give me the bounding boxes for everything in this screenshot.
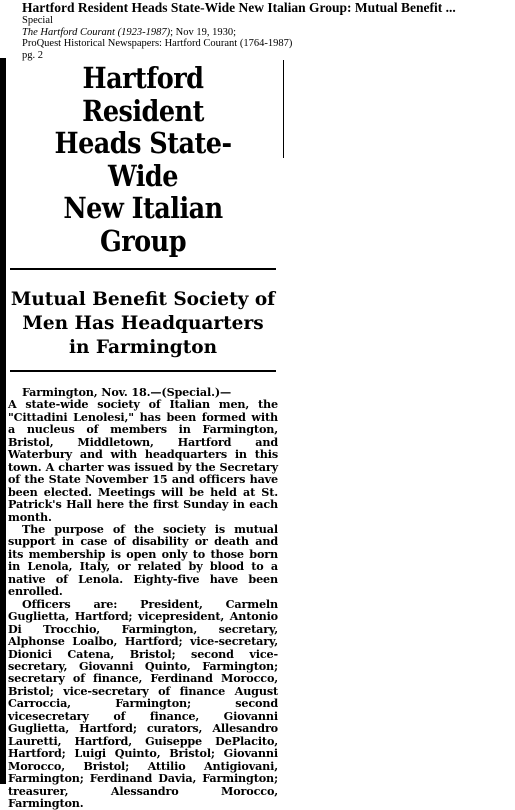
newspaper-clipping (8, 58, 278, 809)
citation-database: ProQuest Historical Newspapers: Hartford Courant (1764-1987) (22, 38, 293, 49)
headline-rule (10, 268, 276, 270)
headline-line-1: Hartford Resident (82, 61, 204, 128)
citation-title[interactable]: Hartford Resident Heads State-Wide New Italian Group: Mutual Benefit ... (22, 0, 456, 15)
article-body (8, 386, 278, 809)
column-rule (283, 60, 284, 158)
citation-header (22, 0, 512, 61)
subhead-rule (10, 370, 276, 372)
paragraph-2: The purpose of the society is mutual support in case of disability or death and its membership is open only to those born in Lenola, Italy, or related by blood to a native of Lenola. Eighty-five have been enrolled. (8, 521, 278, 599)
citation-section: Special (22, 15, 53, 26)
headline-line-2: Heads State-Wide (54, 126, 232, 193)
dateline: Farmington, Nov. 18.—(Special.)— (22, 385, 232, 399)
subhead-line-3: in Farmington (68, 337, 218, 358)
headline (24, 62, 262, 257)
subhead-line-2: Men Has Headquarters (22, 313, 264, 334)
citation-page: pg. 2 (22, 49, 43, 61)
headline-line-3: New Italian Group (63, 191, 223, 258)
subheadline (8, 288, 278, 360)
paragraph-3: Officers are: President, Carmeln Guglietta, Hartford; vicepresident, Antonio Di Trocchio, Farmington, secretary, Alphonse Loalbo, Hartford; vice-secretary, Dionici Catena, Bristol; second vice-secretary, Giovanni Quinto, Farmington; secretary of finance, Ferdinand Morocco, Bristol; vice-secretary of finance August Carroccia, Farmington; second vicesecretary of finance, Giovanni Guglietta, Hartford; curators, Allesandro Lauretti, Hartford, Guiseppe DePlacito, Hartford; Luigi Quinto, Bristol; Giovanni Morocco, Bristol; Attilio Antigiovani, Farmington; Ferdinand Davia, Farmington; treasurer, Alessandro Morocco, Farmington. (8, 596, 278, 810)
citation-source (22, 27, 512, 39)
scan-edge-bar (0, 58, 6, 784)
subhead-line-1: Mutual Benefit Society of (10, 289, 276, 310)
source-date: ; Nov 19, 1930; (170, 26, 236, 38)
source-name: The Hartford Courant (1923-1987) (22, 26, 171, 38)
paragraph-1: A state-wide society of Italian men, the "Cittadini Lenolesi," has been formed with a nucleus of members in Farmington, Bristol, Middletown, Hartford and Waterbury and with headquarters in this town. A charter was issued by the Secretary of the State November 15 and officers have been elected. Meetings will be held at St. Patrick's Hall here the first Sunday in each month. (8, 397, 278, 524)
